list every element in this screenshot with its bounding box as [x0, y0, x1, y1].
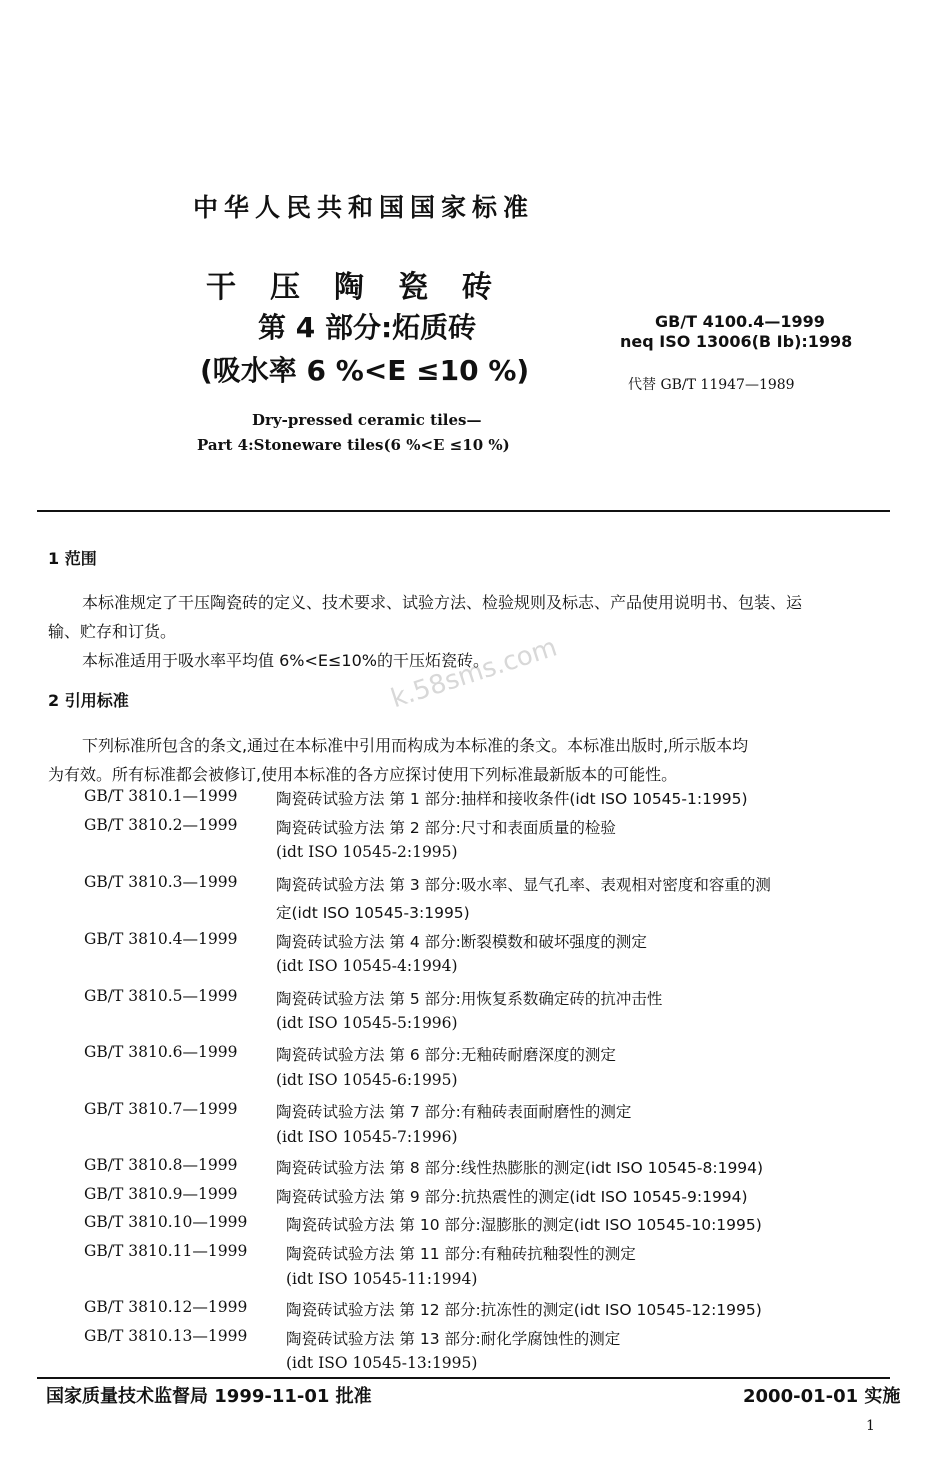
section-2-heading: 2 引用标准 [48, 691, 129, 710]
reference-title: 陶瓷砖试验方法 第 7 部分:有釉砖表面耐磨性的测定 [276, 1103, 632, 1121]
reference-code: GB/T 3810.12—1999 [84, 1298, 248, 1316]
header-divider [37, 510, 890, 512]
reference-title: 陶瓷砖试验方法 第 10 部分:湿膨胀的测定(idt ISO 10545-10:1995) [286, 1216, 762, 1234]
approval-date: 国家质量技术监督局 1999-11-01 批准 [46, 1386, 372, 1407]
document-subtitle-range: (吸水率 6 %<E ≤10 %) [200, 354, 530, 387]
reference-continuation: (idt ISO 10545-13:1995) [286, 1354, 478, 1372]
footer-divider [37, 1377, 890, 1379]
reference-title: 陶瓷砖试验方法 第 1 部分:抽样和接收条件(idt ISO 10545-1:1995) [276, 790, 748, 808]
reference-title: 陶瓷砖试验方法 第 11 部分:有釉砖抗釉裂性的测定 [286, 1245, 636, 1263]
section-2-para-1-line-1: 下列标准所包含的条文,通过在本标准中引用而构成为本标准的条文。本标准出版时,所示版本均 [82, 736, 749, 755]
reference-title: 陶瓷砖试验方法 第 9 部分:抗热震性的测定(idt ISO 10545-9:1994) [276, 1188, 748, 1206]
reference-code: GB/T 3810.11—1999 [84, 1242, 248, 1260]
reference-code: GB/T 3810.10—1999 [84, 1213, 248, 1231]
reference-code: GB/T 3810.13—1999 [84, 1327, 248, 1345]
reference-continuation: (idt ISO 10545-2:1995) [276, 843, 458, 861]
reference-title: 陶瓷砖试验方法 第 2 部分:尺寸和表面质量的检验 [276, 819, 616, 837]
reference-code: GB/T 3810.8—1999 [84, 1156, 238, 1174]
standard-adoption: neq ISO 13006(B Ⅰb):1998 [620, 332, 853, 351]
reference-continuation: (idt ISO 10545-4:1994) [276, 957, 458, 975]
reference-title: 陶瓷砖试验方法 第 12 部分:抗冻性的测定(idt ISO 10545-12:1995) [286, 1301, 762, 1319]
reference-title: 陶瓷砖试验方法 第 3 部分:吸水率、显气孔率、表观相对密度和容重的测 [276, 876, 771, 894]
section-1-para-1-line-1: 本标准规定了干压陶瓷砖的定义、技术要求、试验方法、检验规则及标志、产品使用说明书、包装、运 [82, 593, 803, 612]
reference-code: GB/T 3810.5—1999 [84, 987, 238, 1005]
reference-title: 陶瓷砖试验方法 第 6 部分:无釉砖耐磨深度的测定 [276, 1046, 616, 1064]
standard-replaces: 代替 GB/T 11947—1989 [628, 377, 795, 393]
reference-continuation: (idt ISO 10545-7:1996) [276, 1128, 458, 1146]
document-title: 干压陶瓷砖 [206, 270, 526, 305]
english-title-line-1: Dry-pressed ceramic tiles— [252, 411, 482, 429]
reference-code: GB/T 3810.2—1999 [84, 816, 238, 834]
document-subtitle-part: 第 4 部分:炻质砖 [258, 311, 477, 344]
reference-title: 陶瓷砖试验方法 第 4 部分:断裂模数和破坏强度的测定 [276, 933, 647, 951]
implementation-date: 2000-01-01 实施 [743, 1386, 901, 1407]
reference-continuation: (idt ISO 10545-5:1996) [276, 1014, 458, 1032]
reference-code: GB/T 3810.7—1999 [84, 1100, 238, 1118]
section-1-heading: 1 范围 [48, 549, 97, 568]
reference-code: GB/T 3810.1—1999 [84, 787, 238, 805]
reference-title: 陶瓷砖试验方法 第 13 部分:耐化学腐蚀性的测定 [286, 1330, 621, 1348]
reference-code: GB/T 3810.3—1999 [84, 873, 238, 891]
national-standard-title: 中华人民共和国国家标准 [193, 193, 535, 222]
reference-code: GB/T 3810.6—1999 [84, 1043, 238, 1061]
reference-code: GB/T 3810.4—1999 [84, 930, 238, 948]
reference-continuation: (idt ISO 10545-11:1994) [286, 1270, 478, 1288]
english-title-line-2: Part 4:Stoneware tiles(6 %<E ≤10 %) [197, 436, 510, 454]
section-1-para-2: 本标准适用于吸水率平均值 6%<E≤10%的干压炻瓷砖。 [82, 651, 489, 670]
reference-code: GB/T 3810.9—1999 [84, 1185, 238, 1203]
section-2-para-1-line-2: 为有效。所有标准都会被修订,使用本标准的各方应探讨使用下列标准最新版本的可能性。 [48, 765, 678, 784]
section-1-para-1-line-2: 输、贮存和订货。 [48, 622, 177, 641]
watermark: k.58sms.com [387, 632, 561, 715]
standard-number: GB/T 4100.4—1999 [655, 312, 825, 331]
reference-continuation: (idt ISO 10545-6:1995) [276, 1071, 458, 1089]
page-number: 1 [866, 1418, 875, 1434]
reference-title: 陶瓷砖试验方法 第 5 部分:用恢复系数确定砖的抗冲击性 [276, 990, 663, 1008]
reference-title: 陶瓷砖试验方法 第 8 部分:线性热膨胀的测定(idt ISO 10545-8:1994) [276, 1159, 764, 1177]
reference-continuation: 定(idt ISO 10545-3:1995) [276, 904, 470, 922]
